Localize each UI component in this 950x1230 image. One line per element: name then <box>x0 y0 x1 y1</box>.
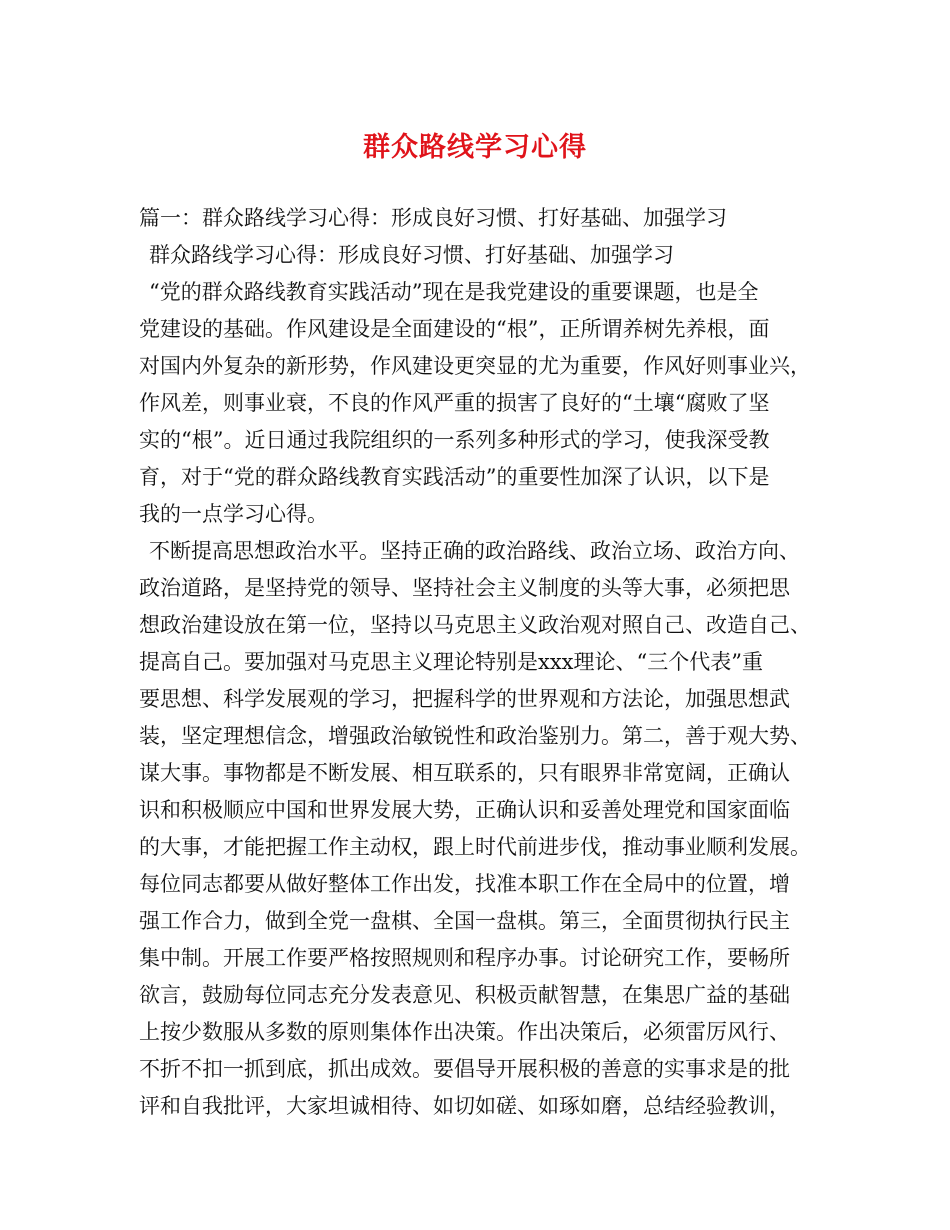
body-line: 群众路线学习心得：形成良好习惯、打好基础、加强学习 <box>149 243 674 267</box>
document-title: 群众路线学习心得 <box>363 132 587 163</box>
body-line: 篇一：群众路线学习心得：形成良好习惯、打好基础、加强学习 <box>139 206 727 230</box>
body-line: 党建设的基础。作风建设是全面建设的“根”，正所谓养树先养根，面 <box>139 317 770 341</box>
body-line: 不折不扣一抓到底，抓出成效。要倡导开展积极的善意的实事求是的批 <box>139 1057 790 1081</box>
body-line: 政治道路，是坚持党的领导、坚持社会主义制度的头等大事，必须把思 <box>139 576 790 600</box>
body-line: 的大事，才能把握工作主动权，跟上时代前进步伐，推动事业顺利发展。 <box>139 835 811 859</box>
body-line: 上按少数服从多数的原则集体作出决策。作出决策后，必须雷厉风行、 <box>139 1020 790 1044</box>
body-line: 评和自我批评，大家坦诚相待、如切如磋、如琢如磨，总结经验教训， <box>139 1094 790 1118</box>
body-line: 识和积极顺应中国和世界发展大势，正确认识和妥善处理党和国家面临 <box>139 798 790 822</box>
body-line: 作风差，则事业衰，不良的作风严重的损害了良好的“土壤“腐败了坚 <box>139 391 770 415</box>
body-line: 想政治建设放在第一位，坚持以马克思主义政治观对照自己、改造自己、 <box>139 613 811 637</box>
body-line: “党的群众路线教育实践活动”现在是我党建设的重要课题，也是全 <box>149 280 759 304</box>
body-line: 我的一点学习心得。 <box>139 502 328 526</box>
body-line: 提高自己。要加强对马克思主义理论特别是xxx理论、“三个代表”重 <box>139 650 763 674</box>
body-line: 对国内外复杂的新形势，作风建设更突显的尤为重要，作风好则事业兴， <box>139 354 811 378</box>
body-line: 强工作合力，做到全党一盘棋、全国一盘棋。第三，全面贯彻执行民主 <box>139 909 790 933</box>
body-line: 实的“根”。近日通过我院组织的一系列多种形式的学习，使我深受教 <box>139 428 770 452</box>
body-line: 欲言，鼓励每位同志充分发表意见、积极贡献智慧，在集思广益的基础 <box>139 983 790 1007</box>
body-line: 育，对于“党的群众路线教育实践活动”的重要性加深了认识，以下是 <box>139 465 770 489</box>
body-line: 集中制。开展工作要严格按照规则和程序办事。讨论研究工作，要畅所 <box>139 946 790 970</box>
body-line: 每位同志都要从做好整体工作出发，找准本职工作在全局中的位置，增 <box>139 872 790 896</box>
body-line: 谋大事。事物都是不断发展、相互联系的，只有眼界非常宽阔，正确认 <box>139 761 790 785</box>
document-body <box>139 200 819 1125</box>
body-line: 不断提高思想政治水平。坚持正确的政治路线、政治立场、政治方向、 <box>149 539 800 563</box>
body-line: 装，坚定理想信念，增强政治敏锐性和政治鉴别力。第二，善于观大势、 <box>139 724 811 748</box>
body-line: 要思想、科学发展观的学习，把握科学的世界观和方法论，加强思想武 <box>139 687 790 711</box>
